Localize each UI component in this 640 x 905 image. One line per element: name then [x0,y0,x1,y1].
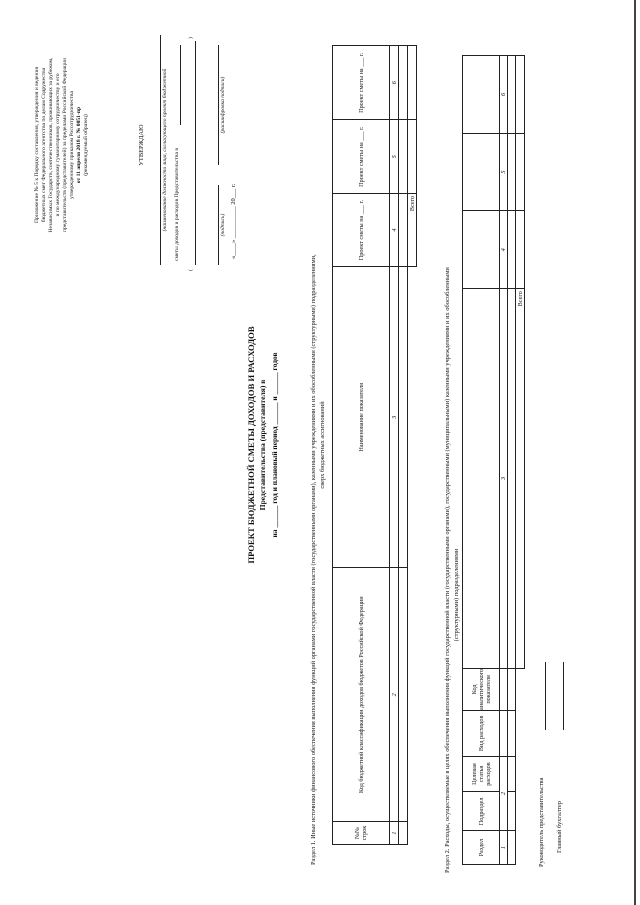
data-cell [508,792,516,831]
data-cell [508,56,516,134]
col-number: 5 [390,120,399,193]
total-cell [408,46,417,120]
col-header-kbk: Код бюджетной классификации доходов бюджетов Российской Федерации [333,568,390,822]
col-number: 2 [500,756,508,831]
col-number: 6 [390,46,399,120]
data-cell [508,211,516,289]
col-header-row-number: №№ строк [333,822,390,845]
appendix-line: (рекомендуемый образец) [83,114,89,176]
section1-title-2: сверх бюджетных ассигнований [319,401,326,489]
col-number: 3 [500,289,508,669]
col-header-razdel: Раздел [463,831,500,865]
col-number: 5 [500,133,508,211]
data-cell [508,289,516,669]
col-header-analytic: Код аналитического показателя [463,668,500,710]
col-number: 1 [500,831,508,865]
col-number: 6 [500,56,508,134]
appendix-line: утвержденному приказом Россотрудничества [69,91,75,199]
data-cell [399,267,408,568]
data-cell [508,831,516,865]
doc-title: ПРОЕКТ БЮДЖЕТНОЙ СМЕТЫ ДОХОДОВ И РАСХОДОВ [246,326,256,564]
appendix-line: Приложение № 5 к Порядку составления, утверждения и ведения [34,66,40,224]
sign-line [218,185,219,265]
appendix-line: Независимых Государств, соотечественников, проживающих за рубежом, [48,57,54,233]
col-header-year-3: Проект сметы на ___ г. [333,46,390,120]
section1-title: Раздел 1. Иные источники финансового обеспечения выполнения функций органами государственной власти (государственными органами), казенными учреждениями и их обособленными (структурными) подразделениями, [310,254,317,865]
appendix-block [34,25,90,265]
approve-caption-1: (наименование должности лица, согласующего проект бюджетной [162,68,168,232]
col-number: 2 [390,568,399,822]
col-header-target: Целевая статья расходов [463,756,500,792]
decode-line [218,45,219,165]
section2-table [462,55,525,865]
appendix-line: и по международному гуманитарному сотрудничеству и его [55,73,61,217]
appendix-line: от 11 апреля 2018 г. № 0051-пр [76,106,82,184]
signature-accountant-label: Главный бухгалтер [556,801,563,853]
section2-title-2: (структурными) подразделениями [453,548,460,642]
col-header-name: Наименование показателя [333,267,390,568]
approve-line [160,35,161,265]
total-cell [516,133,525,211]
appendix-line: бюджетных смет Федерального агентства по делам Содружества [41,67,47,223]
signature-head-label: Руководитель представительства [538,777,545,867]
data-cell [508,668,516,710]
appendix-line: представительств (представителей) за пределами Российской Федерации [62,57,68,233]
data-cell [399,193,408,266]
total-label: Всего [408,193,417,266]
approve-paren-open: ( [188,269,194,271]
section2-title: Раздел 2. Расходы, осуществляемые в целях обеспечения выполнения функций государственной власти (государственными органами), государственными (муниципальными) казенными учреждениями и их обособленными [444,267,451,873]
total-cell [516,211,525,289]
total-label: Всего [516,289,525,669]
total-cell [516,56,525,134]
signature-accountant-line [563,662,564,730]
data-cell [399,822,408,845]
col-number: 4 [390,193,399,266]
data-cell [508,711,516,757]
data-cell [399,120,408,193]
doc-subtitle: Представительства (представителя) в [258,379,267,511]
data-cell [508,133,516,211]
col-number: 4 [500,211,508,289]
decode-caption: (расшифровка подписи) [220,76,226,134]
col-header-type: Вид расходов [463,711,500,757]
col-header-podrazdel: Подраздел [463,792,500,831]
signature-head-line [545,662,546,730]
approve-date: «____» __________ 20___ г. [230,183,237,259]
approve-caption-2: сметы доходов и расходов Представительства в [174,148,180,261]
scan-edge [634,0,636,905]
data-cell [399,46,408,120]
col-header-year-2: Проект сметы на ___ г. [333,120,390,193]
col-number: 1 [390,822,399,845]
col-number: 3 [390,267,399,568]
approve-line-3 [195,41,196,265]
col-header-year-1: Проект сметы на ___ г. [333,193,390,266]
total-cell [408,120,417,193]
approve-title: УТВЕРЖДАЮ [138,124,145,166]
data-cell [508,756,516,792]
doc-period: на ______ год и плановый период ______ и ______ годов [270,352,279,538]
section1-table [332,45,417,845]
data-cell [399,568,408,822]
approve-line-2 [180,45,181,125]
approve-paren-close: ) [188,37,194,39]
sign-caption: (подпись) [220,213,226,237]
